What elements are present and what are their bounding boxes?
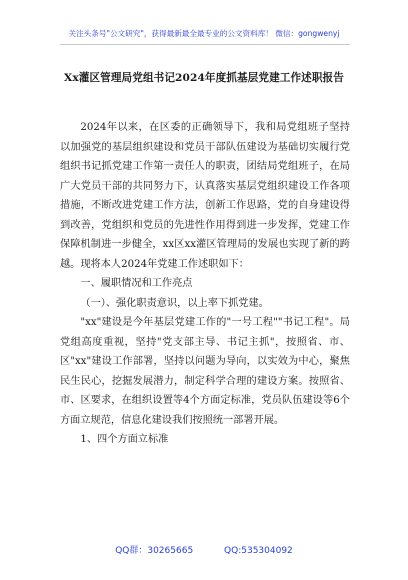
paragraph-xx-construction: "xx"建设是今年基层党建工作的"一号工程""书记工程"。局党组高度重视，坚持"党支部主导、书记主抓"，按照省、市、区"xx"建设工作部署，坚持以问题为导向，以实效为中心，聚焦民生民心，挖掘发展潜力，制定科学合理的建设方案。按照省、市、区要求，在组织设置等4个方面定标准，党员队伍建设等6个方面立规范，信息化建设我们按照统一部署开展。 <box>60 317 350 426</box>
header-banner: 关注头条号"公文研究"，获得最新最全最专业的公文资料库！ 微信：gongwenyj <box>68 29 340 38</box>
list-item-heading: 1、四个方面立标准 <box>80 434 169 445</box>
header-divider <box>60 44 350 45</box>
footer-contact <box>0 543 408 556</box>
footer-qq: QQ:535304092 <box>224 546 293 556</box>
document-title: Xx灌区管理局党组书记2024年度抓基层党建工作述职报告 <box>64 72 344 84</box>
footer-qq-group: QQ群：30265665 <box>115 546 194 556</box>
document-body <box>60 118 350 450</box>
section-heading-1: 一、履职情况和工作亮点 <box>80 278 193 289</box>
subsection-heading-1: （一）、强化职责意识，以上率下抓党建。 <box>80 297 269 309</box>
paragraph-intro: 2024年以来，在区委的正确领导下，我和局党组班子坚持以加强党的基层组织建设和党员干部队伍建设为基础切实履行党组织书记抓党建工作第一责任人的职责，团结局党组班子，在局广大党员干部的共同努力下，认真落实基层党组织建设工作各项措施，不断改进党建工作方法，创新工作思路，党的自身建设得到改善，党组织和党员的先进性作用得到进一步发挥，党建工作保障机制进一步健全，xx区xx灌区管理局的发展也实现了新的跨越。现将本人2024年党建工作述职如下： <box>60 122 350 270</box>
